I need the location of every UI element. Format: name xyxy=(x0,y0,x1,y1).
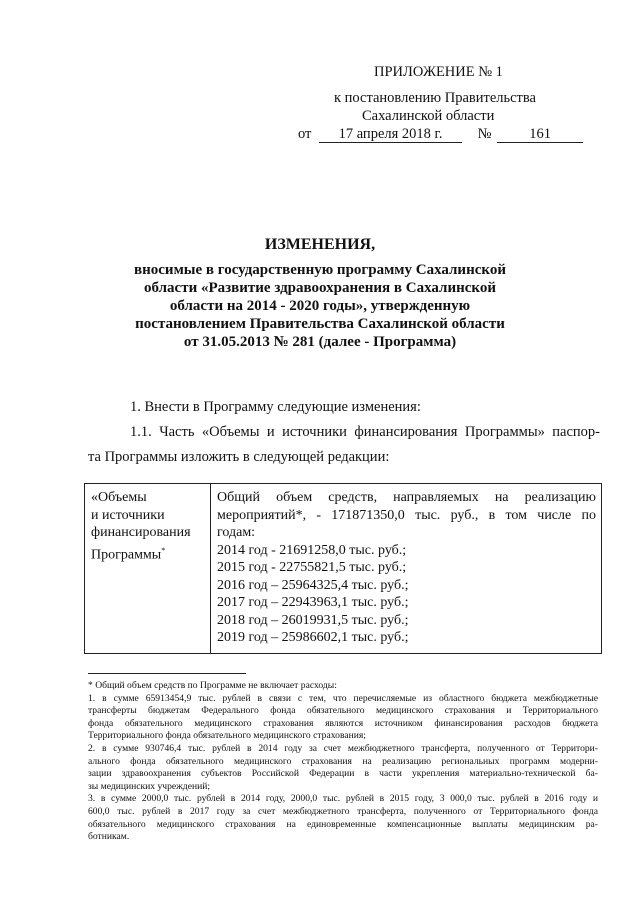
year-amount: 2018 год – 26019931,5 тыс. руб.; xyxy=(217,612,409,628)
from-label: от xyxy=(298,126,312,142)
document-title: ИЗМЕНЕНИЯ, xyxy=(264,236,376,253)
appendix-region-line: Сахалинской области xyxy=(362,108,495,124)
intro-line: мероприятий*, - 171871350,0 тыс. руб., в том числе по xyxy=(217,507,596,523)
title-line-3: области на 2014 - 2020 годы», утвержденную xyxy=(169,298,471,314)
footnote-line: зы медицинских учреждений; xyxy=(88,780,211,792)
financing-label-cell xyxy=(85,484,211,654)
label-text: Программы xyxy=(91,547,162,563)
label-line: «Объемы xyxy=(91,490,147,505)
decree-date: 17 апреля 2018 г. xyxy=(319,127,462,143)
intro-line: Общий объем средств, направляемых на реализацию xyxy=(217,490,596,505)
paragraph-1: 1. Внести в Программу следующие изменения: xyxy=(130,399,421,415)
year-amount: 2016 год – 25964325,4 тыс. руб.; xyxy=(217,577,409,593)
paragraph-1-1-line-2: та Программы изложить в следующей редакции: xyxy=(88,449,390,465)
appendix-decree-line: к постановлению Правительства xyxy=(334,90,536,106)
year-amount: 2015 год - 22755821,5 тыс. руб.; xyxy=(217,560,407,575)
title-line-4: постановлением Правительства Сахалинской области xyxy=(135,316,505,332)
intro-line: годам: xyxy=(217,525,256,540)
footnote-line: 1. в сумме 65913454,9 тыс. рублей в связи с тем, что перечисляемые из областного бюджета межбюджетные xyxy=(88,692,598,704)
label-line: и источники xyxy=(91,507,165,523)
footnote-line: Территориального фонда обязательного медицинского страхования; xyxy=(88,730,366,742)
title-line-2: области «Развитие здравоохранения в Сахалинской xyxy=(144,280,496,296)
footnote-line: 3. в сумме 2000,0 тыс. рублей в 2014 году, 2000,0 тыс. рублей в 2015 году, 3 000,0 тыс. рублей в 2016 году и xyxy=(88,793,598,805)
decree-date-line xyxy=(298,126,583,143)
footnote-line: 2. в сумме 930746,4 тыс. рублей в 2014 году за счет межбюджетного трансферта, полученного от Территори- xyxy=(88,742,598,754)
footnote-mark: * xyxy=(161,545,166,555)
footnote-line: трансферты бюджетам Федерального фонда обязательного медицинского страхования и Территориального xyxy=(88,705,598,717)
label-line: финансирования xyxy=(91,525,191,540)
financing-value-cell xyxy=(211,484,602,654)
footnote-block xyxy=(88,680,598,844)
title-line-5: от 31.05.2013 № 281 (далее - Программа) xyxy=(183,334,457,350)
footnote-line: обязательного медицинского страхования на единовременные компенсационные выплаты медицинским ра- xyxy=(88,818,598,830)
footnote-line: ботникам. xyxy=(88,831,130,843)
label-line xyxy=(91,542,205,564)
title-line-1: вносимые в государственную программу Сахалинской xyxy=(134,262,506,278)
table-row xyxy=(85,484,602,654)
footnote-head: * Общий объем средств по Программе не включает расходы: xyxy=(88,680,337,691)
footnote-separator xyxy=(88,673,246,674)
footnote-line: зации здравоохранения субъектов Российской Федерации в части укрепления материально-технической ба- xyxy=(88,768,598,780)
footnote-line: фонда обязательного медицинского страхования являются источником финансирования расходов бюджета xyxy=(88,717,598,729)
financing-table xyxy=(84,483,602,654)
year-amount: 2017 год – 22943963,1 тыс. руб.; xyxy=(217,595,409,610)
paragraph-1-1-line-1: 1.1. Часть «Объемы и источники финансирования Программы» паспор- xyxy=(130,424,600,440)
year-amount: 2014 год - 21691258,0 тыс. руб.; xyxy=(217,542,407,558)
decree-number: 161 xyxy=(497,127,583,143)
appendix-title: ПРИЛОЖЕНИЕ № 1 xyxy=(374,64,503,80)
footnote-line: ального фонда обязательного медицинского страхования на реализацию региональных программ модерни- xyxy=(88,755,598,767)
number-label: № xyxy=(477,126,492,142)
year-amount: 2019 год – 25986602,1 тыс. руб.; xyxy=(217,630,409,645)
footnote-line: 600,0 тыс. рублей в 2017 году за счет межбюджетного трансферта, полученного от Территориального фонда xyxy=(88,805,598,817)
